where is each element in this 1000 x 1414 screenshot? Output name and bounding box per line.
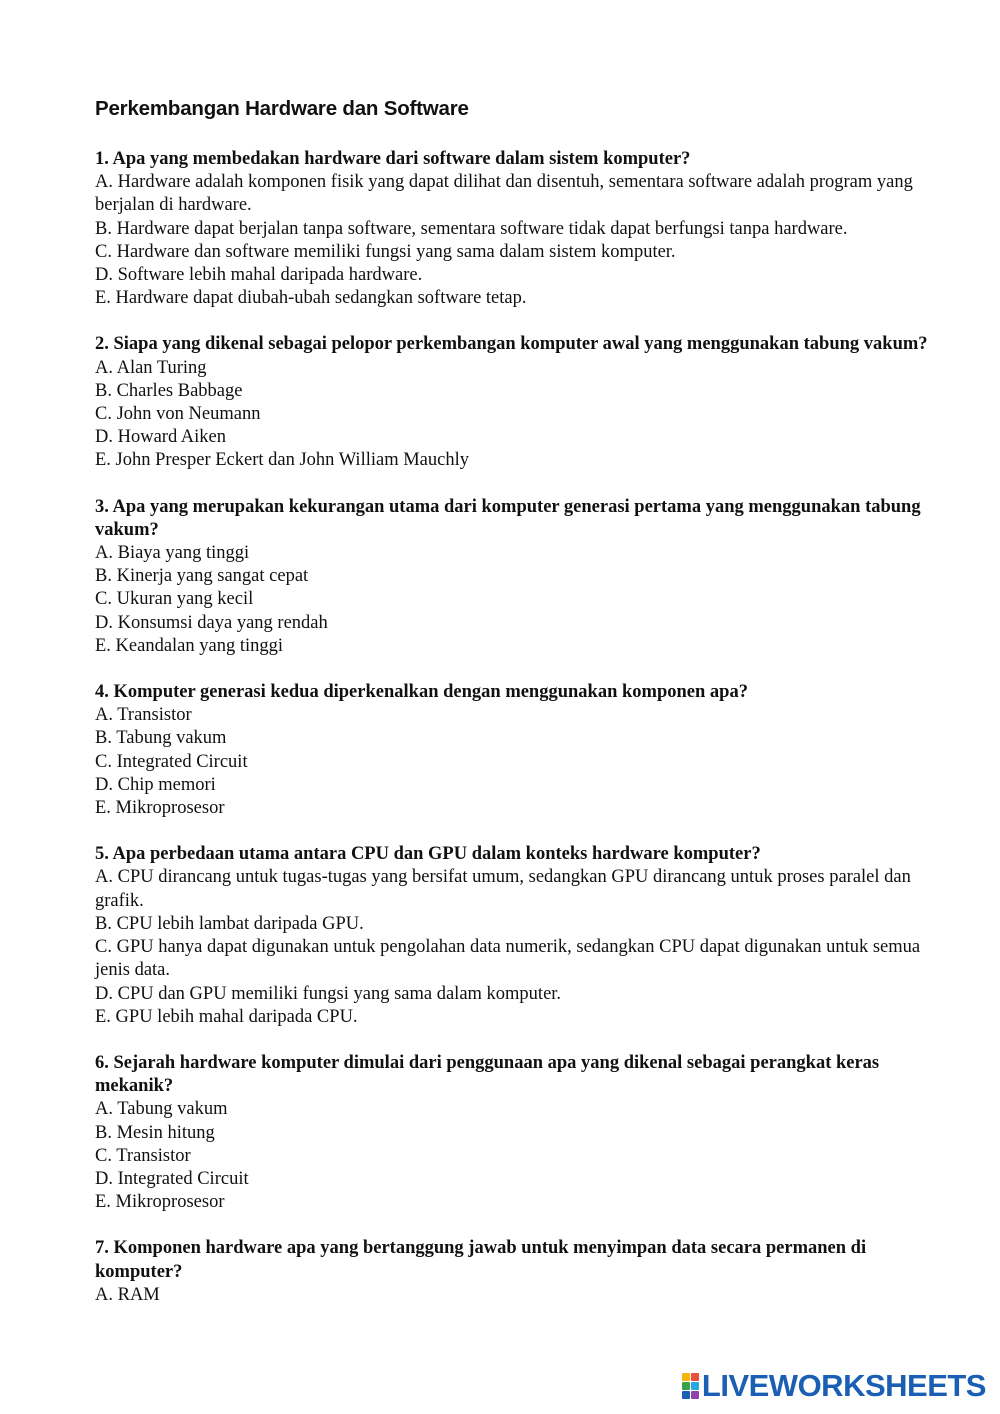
- answer-option: A. CPU dirancang untuk tugas-tugas yang bersifat umum, sedangkan GPU dirancang untuk proses paralel dan grafik.: [95, 867, 911, 911]
- answer-option: B. Tabung vakum: [95, 728, 227, 749]
- page-title: Perkembangan Hardware dan Software: [95, 97, 469, 120]
- answer-option: D. Integrated Circuit: [95, 1168, 249, 1189]
- question-text: 6. Sejarah hardware komputer dimulai dari penggunaan apa yang dikenal sebagai perangkat keras mekanik?: [95, 1052, 880, 1097]
- answer-option: D. Software lebih mahal daripada hardware.: [95, 265, 423, 286]
- answer-option: C. John von Neumann: [95, 404, 261, 425]
- answer-option: E. Mikroprosesor: [95, 798, 225, 819]
- answer-option: E. Hardware dapat diubah-ubah sedangkan software tetap.: [95, 288, 527, 309]
- logo-block: [682, 1391, 690, 1399]
- logo-block: [691, 1391, 699, 1399]
- answer-option: B. Charles Babbage: [95, 380, 243, 401]
- answer-option: E. Mikroprosesor: [95, 1192, 225, 1213]
- question-text: 5. Apa perbedaan utama antara CPU dan GPU dalam konteks hardware komputer?: [95, 844, 761, 865]
- answer-option: E. Keandalan yang tinggi: [95, 635, 284, 656]
- answer-option: A. RAM: [95, 1284, 160, 1305]
- question-5: [95, 843, 935, 1029]
- answer-option: A. Hardware adalah komponen fisik yang dapat dilihat dan disentuh, sementara software adalah program yang berjalan di hardware.: [95, 172, 913, 216]
- answer-option: D. Chip memori: [95, 774, 216, 795]
- question-4: [95, 681, 935, 820]
- answer-option: D. Howard Aiken: [95, 427, 227, 448]
- question-2: [95, 333, 935, 472]
- question-3: [95, 496, 935, 658]
- answer-option: C. Integrated Circuit: [95, 751, 248, 772]
- question-text: 2. Siapa yang dikenal sebagai pelopor perkembangan komputer awal yang menggunakan tabung vakum?: [95, 334, 928, 355]
- logo-blocks-icon: [682, 1373, 699, 1399]
- answer-option: B. Hardware dapat berjalan tanpa software, sementara software tidak dapat berfungsi tanpa hardware.: [95, 218, 848, 239]
- answer-option: A. Alan Turing: [95, 357, 207, 378]
- question-text: 4. Komputer generasi kedua diperkenalkan dengan menggunakan komponen apa?: [95, 682, 748, 703]
- logo-text: LIVEWORKSHEETS: [701, 1368, 986, 1403]
- question-text: 1. Apa yang membedakan hardware dari software dalam sistem komputer?: [95, 149, 691, 169]
- logo-block: [682, 1382, 690, 1390]
- worksheet-page: [95, 94, 935, 1330]
- answer-option: B. Kinerja yang sangat cepat: [95, 566, 309, 587]
- answer-option: B. CPU lebih lambat daripada GPU.: [95, 913, 364, 934]
- answer-option: C. Transistor: [95, 1145, 191, 1166]
- question-text: 7. Komponen hardware apa yang bertanggung jawab untuk menyimpan data secara permanen di komputer?: [95, 1238, 867, 1282]
- logo-block: [691, 1373, 699, 1381]
- liveworksheets-logo: [682, 1368, 986, 1404]
- answer-option: C. GPU hanya dapat digunakan untuk pengolahan data numerik, sedangkan CPU dapat digunakan untuk semua jenis data.: [95, 937, 921, 981]
- logo-block: [682, 1373, 690, 1381]
- question-6: [95, 1052, 935, 1214]
- question-1: [95, 148, 935, 310]
- answer-option: D. Konsumsi daya yang rendah: [95, 612, 328, 633]
- answer-option: A. Biaya yang tinggi: [95, 543, 250, 564]
- answer-option: C. Hardware dan software memiliki fungsi yang sama dalam sistem komputer.: [95, 241, 676, 262]
- question-7: [95, 1237, 935, 1307]
- answer-option: D. CPU dan GPU memiliki fungsi yang sama dalam komputer.: [95, 983, 562, 1004]
- answer-option: E. John Presper Eckert dan John William Mauchly: [95, 450, 469, 471]
- answer-option: C. Ukuran yang kecil: [95, 589, 254, 610]
- answer-option: A. Tabung vakum: [95, 1099, 228, 1120]
- logo-block: [691, 1382, 699, 1390]
- answer-option: B. Mesin hitung: [95, 1122, 215, 1143]
- question-text: 3. Apa yang merupakan kekurangan utama dari komputer generasi pertama yang menggunakan tabung vakum?: [95, 496, 921, 540]
- answer-option: E. GPU lebih mahal daripada CPU.: [95, 1006, 358, 1027]
- answer-option: A. Transistor: [95, 705, 192, 726]
